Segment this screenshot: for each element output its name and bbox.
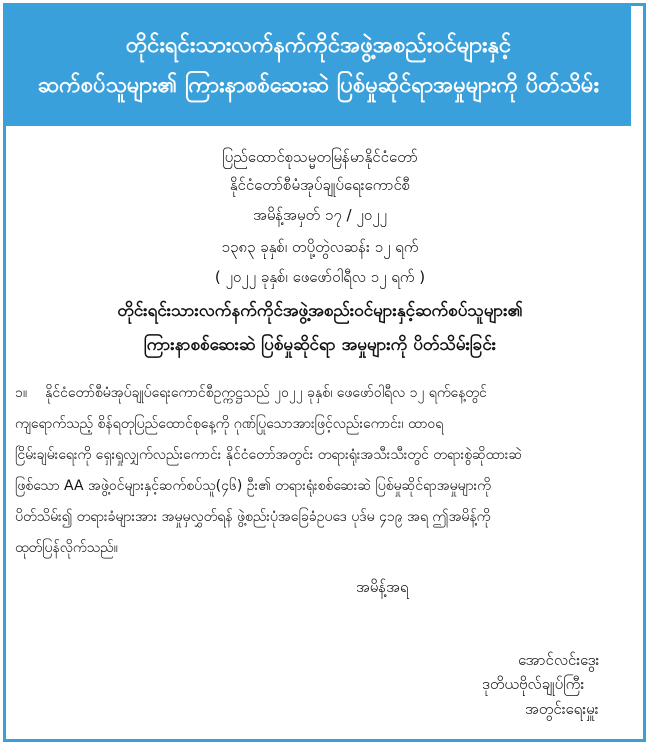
subject-line-2: ကြားနာစစ်ဆေးဆဲ ပြစ်မှုဆိုင်ရာ အမှုများကို ပိတ်သိမ်းခြင်း <box>143 335 497 355</box>
signatory-rank: ဒုတိယဗိုလ်ချုပ်ကြီး <box>482 675 585 693</box>
body-line-1: ၁။ နိုင်ငံတော်စီမံအုပ်ချုပ်ရေးကောင်စီဥက္ကဋ္ဌသည် ၂၀၂၂ ခုနှစ်၊ ဖေဖော်ဝါရီလ ၁၂ ရက်နေ့တွင် <box>15 385 487 401</box>
body-line-3: ငြိမ်းချမ်းရေးကို ရှေးရှုလျှက်လည်းကောင်း နိုင်ငံတော်အတွင်း တရားရုံးအသီးသီးတွင် တရားစွဲဆိုထားဆဲ <box>15 447 523 463</box>
issuer-council: နိုင်ငံတော်စီမံအုပ်ချုပ်ရေးကောင်စီ <box>229 176 411 194</box>
order-number: အမိန့်အမှတ် ၁၇ / ၂၀၂၂ <box>253 206 387 224</box>
by-order-label: အမိန့်အရ <box>356 578 409 596</box>
title-line-1: တိုင်းရင်းသားလက်နက်ကိုင်အဖွဲ့အစည်းဝင်များနှင့် <box>125 33 512 58</box>
body-line-6: ထုတ်ပြန်လိုက်သည်။ <box>15 540 118 556</box>
signatory-title: အတွင်းရေးမှူး <box>525 700 599 718</box>
body-line-5: ပိတ်သိမ်း၍ တရားခံများအား အမှုမှလွှတ်ရန် ဖွဲ့စည်းပုံအခြေခံဥပဒေ ပုဒ်မ ၄၁၉ အရ ဤအမိန့်ကို <box>15 509 491 525</box>
body-line-2: ကျရောက်သည့် စိန်ရတုပြည်ထောင်စုနေ့ကို ဂုဏ်ပြုသောအားဖြင့်လည်းကောင်း၊ ထာဝရ <box>15 416 444 432</box>
subject-line-1: တိုင်းရင်းသားလက်နက်ကိုင်အဖွဲ့အစည်းဝင်များနှင့်ဆက်စပ်သူများ၏ <box>117 301 523 321</box>
body-line-4: ဖြစ်သော AA အဖွဲ့ဝင်များနှင့်ဆက်စပ်သူ(၄၆) ဦး၏ တရားရုံးစစ်ဆေးဆဲ ပြစ်မှုဆိုင်ရာအမှုများကို <box>15 478 491 494</box>
date-myanmar: ၁၃၈၃ ခုနှစ်၊ တပို့တွဲလဆန်း ၁၂ ရက် <box>221 238 419 256</box>
title-line-2: ဆက်စပ်သူများ၏ ကြားနာစစ်ဆေးဆဲ ပြစ်မှုဆိုင်ရာအမှုများကို ပိတ်သိမ်း <box>37 73 600 98</box>
title-banner <box>6 6 631 126</box>
signatory-name: အောင်လင်းဒွေး <box>518 651 600 669</box>
issuer-country: ပြည်ထောင်စုသမ္မတမြန်မာနိုင်ငံတော် <box>222 148 418 166</box>
date-gregorian: ( ၂၀၂၂ ခုနှစ်၊ ဖေဖော်ဝါရီလ ၁၂ ရက် ) <box>214 268 426 286</box>
paragraph-number: ၁။ <box>15 385 28 401</box>
body-paragraph <box>15 378 620 564</box>
